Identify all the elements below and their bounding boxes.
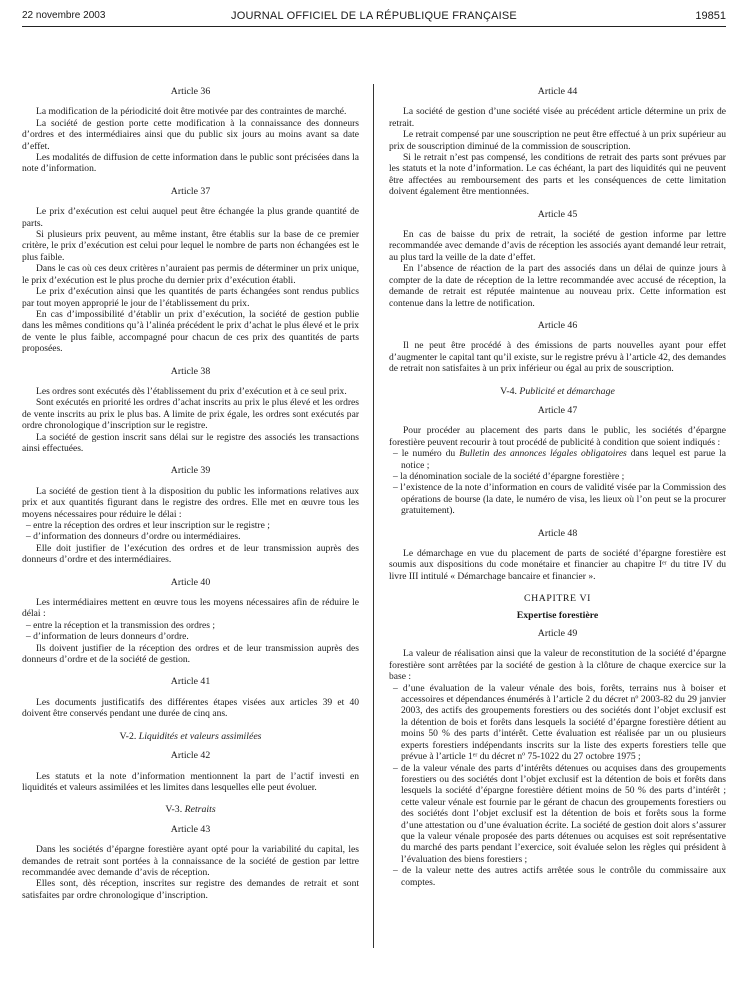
article-45-title: Article 45 xyxy=(537,208,578,220)
paragraph: Le prix d’exécution est celui auquel peut être échangée la plus grande quantité de parts. xyxy=(22,206,359,229)
paragraph: Si plusieurs prix peuvent, au même instant, être établis sur la base de ce premier critère, le prix d’exécution est celui pour lequel le nombre de parts non échangées est le plus faible. xyxy=(22,229,359,263)
paragraph: Le démarchage en vue du placement de parts de société d’épargne forestière est soumis aux dispositions du code monétaire et financier au chapitre Iᵉʳ du titre IV du livre III intitulé « Démarchage bancaire et financier ». xyxy=(389,548,726,582)
list-item: – le numéro du Bulletin des annonces légales obligatoires dans lequel est parue la notice ; xyxy=(393,448,726,471)
left-column xyxy=(22,86,359,901)
paragraph: En l’absence de réaction de la part des associés dans un délai de quinze jours à compter de la date de réception de la lettre recommandée avec accusé de réception, la demande de retrait est réputée maintenue au nouveau prix. Cette information est contenue dans la lettre de notification. xyxy=(389,263,726,309)
list-item: – la dénomination sociale de la société d’épargne forestière ; xyxy=(393,470,625,482)
paragraph: La valeur de réalisation ainsi que la valeur de reconstitution de la société d’épargne forestière sont arrêtées par la société de gestion à la clôture de chaque exercice sur la base : xyxy=(389,648,726,683)
article-49-title: Article 49 xyxy=(537,628,578,640)
article-48-title: Article 48 xyxy=(537,527,578,539)
section-v4-heading xyxy=(389,386,726,397)
chapter-title: Expertise forestière xyxy=(516,609,599,621)
journal-title: JOURNAL OFFICIEL DE LA RÉPUBLIQUE FRANÇAISE xyxy=(231,10,517,22)
paragraph: Elle doit justifier de l’exécution des ordres et de leur transmission auprès des donneurs d’ordre et des intermédiaires. xyxy=(22,542,359,566)
article-43-title: Article 43 xyxy=(170,823,211,835)
section-v2-heading xyxy=(22,731,359,742)
article-44-title: Article 44 xyxy=(537,86,578,97)
paragraph: La modification de la périodicité doit être motivée par des contraintes de marché. xyxy=(36,106,347,118)
page-header xyxy=(22,10,726,30)
section-number: V-4. xyxy=(500,385,517,397)
section-title: Retraits xyxy=(184,804,216,816)
paragraph: Dans le cas où ces deux critères n’auraient pas permis de déterminer un prix unique, le prix d’exécution est le plus proche du dernier prix d’exécution établi. xyxy=(22,263,359,286)
article-41-title: Article 41 xyxy=(170,676,211,688)
section-number: V-2. xyxy=(119,730,137,742)
paragraph: La société de gestion tient à la disposition du public les informations relatives aux prix et aux quantités figurant dans le registre des ordres. Elle met en œuvre tous les moyens nécessaires pour réduire le délai : xyxy=(22,485,359,520)
section-number: V-3. xyxy=(165,804,183,816)
paragraph: La société de gestion inscrit sans délai sur le registre des associés les transactions ainsi effectuées. xyxy=(22,431,359,454)
list-item: – d’une évaluation de la valeur vénale des bois, forêts, terrains nus à boiser et accessoires et dépendances énumérés à l’article 2 du décret nº 2003-82 du 29 janvier 2003, des actifs des groupements forestiers ou des sociétés dont l’objet exclusif est la détention de bois et forêts dans lesquels la société d’épargne forestière détient au moins 50 % des parts d’intérêt. Cette évaluation est réalisée par un ou plusieurs experts forestiers indépendants inscrits sur la liste des experts forestiers telle que prévue à l’article 1ᵉʳ du décret nº 75-1022 du 27 octobre 1975 ; xyxy=(393,682,726,763)
paragraph: Les modalités de diffusion de cette information dans le public sont précisées dans la note d’information. xyxy=(22,152,359,175)
list-item: – de la valeur vénale des parts d’intérêts détenues ou acquises dans des groupements forestiers ou des sociétés dont l’objet exclusif est la détention de bois et forêts dans lesquels la société d’épargne forestière détient moins de 50 % des parts d’intérêt ; cette valeur vénale est fournie par le gérant de chacun des groupements forestiers ou des sociétés dont l’objet exclusif est la détention de bois et forêts sous la forme d’une attestation ou d’une évaluation écrite. La société de gestion doit alors s’assurer que la valeur vénale proposée des parts détenues ou acquises est soit représentative du marché des parts pendant l’exercice, soit évaluée selon les règles qui président à l’évaluation des biens forestiers ; xyxy=(393,762,726,865)
paragraph: Les ordres sont exécutés dès l’établissement du prix d’exécution et à ce seul prix. xyxy=(36,385,347,397)
paragraph: Pour procéder au placement des parts dans le public, les sociétés d’épargne forestière peuvent recourir à tout procédé de publicité à condition que soient indiqués : xyxy=(389,425,726,448)
article-40-title: Article 40 xyxy=(170,576,211,588)
article-36-title: Article 36 xyxy=(170,86,211,97)
list xyxy=(389,683,726,888)
page-number: 19851 xyxy=(695,10,726,22)
paragraph: Les statuts et la note d’information mentionnent la part de l’actif investi en liquidités et valeurs assimilées et les limites dans lesquelles elle peut évoluer. xyxy=(22,770,359,793)
bulletin-title: Bulletin des annonces légales obligatoires xyxy=(459,448,627,460)
list-item: – entre la réception des ordres et leur inscription sur le registre ; xyxy=(26,520,270,531)
article-39-title: Article 39 xyxy=(170,465,211,477)
section-title: Liquidités et valeurs assimilées xyxy=(138,730,262,742)
paragraph: Les intermédiaires mettent en œuvre tous les moyens nécessaires afin de réduire le délai : xyxy=(22,597,359,620)
column-divider xyxy=(373,84,374,948)
paragraph: Ils doivent justifier de la réception des ordres et de leur transmission auprès des donneurs d’ordre et de la société de gestion. xyxy=(22,642,359,666)
paragraph: Il ne peut être procédé à des émissions de parts nouvelles ayant pour effet d’augmenter le capital tant qu’il existe, sur le registre prévu à l’article 42, des demandes de retrait non satisfaites à un prix inférieur ou égal au prix de souscription. xyxy=(389,340,726,375)
section-title: Publicité et démarchage xyxy=(519,385,615,397)
paragraph: Elles sont, dès réception, inscrites sur registre des demandes de retrait et sont satisfaites par ordre chronologique d’inscription. xyxy=(22,878,359,901)
paragraph: Le retrait compensé par une souscription ne peut être effectué à un prix supérieur au prix de souscription diminué de la commission de souscription. xyxy=(389,129,726,152)
paragraph: Sont exécutés en priorité les ordres d’achat inscrits au prix le plus élevé et les ordres de vente inscrits au prix le plus bas. A limite de prix égale, les ordres sont exécutés par ordre chronologique d’inscription sur le registre. xyxy=(22,397,359,432)
paragraph: En cas de baisse du prix de retrait, la société de gestion informe par lettre recommandée avec demande d’avis de réception les associés ayant demandé leur retrait, au plus tard la veille de la date d’effet. xyxy=(389,229,726,263)
list-item: – d’information des donneurs d’ordre ou intermédiaires. xyxy=(26,531,241,543)
list xyxy=(22,620,359,643)
paragraph: La société de gestion porte cette modification à la connaissance des donneurs d’ordres et des intermédiaires ainsi que du public six jours au moins avant sa date d’effet. xyxy=(22,117,359,152)
list-item: – d’information de leurs donneurs d’ordre. xyxy=(26,631,189,643)
list-item: – entre la réception et la transmission des ordres ; xyxy=(26,619,216,631)
paragraph: Le prix d’exécution ainsi que les quantités de parts échangées sont rendus publics par tout moyen approprié le jour de l’établissement du prix. xyxy=(22,286,359,309)
paragraph: Dans les sociétés d’épargne forestière ayant opté pour la variabilité du capital, les demandes de retrait sont portées à la connaissance de la société de gestion par lettre recommandée avec demande d’avis de réception. xyxy=(22,844,359,878)
article-46-title: Article 46 xyxy=(537,319,578,331)
header-date: 22 novembre 2003 xyxy=(22,10,106,21)
right-column xyxy=(389,86,726,888)
article-38-title: Article 38 xyxy=(170,365,211,377)
paragraph: Si le retrait n’est pas compensé, les conditions de retrait des parts sont prévues par les statuts et la note d’information. Le cas échéant, la part des liquidités qui ne peuvent être affectées au remboursement des parts et les conséquences de cette limitation doivent également être mentionnées. xyxy=(389,152,726,198)
chapter-label: CHAPITRE VI xyxy=(523,593,592,605)
section-v3-heading xyxy=(22,804,359,815)
list xyxy=(22,520,359,543)
paragraph: Les documents justificatifs des différentes étapes visées aux articles 39 et 40 doivent être conservés pendant une durée de cinq ans. xyxy=(22,696,359,720)
list xyxy=(389,448,726,516)
article-37-title: Article 37 xyxy=(170,185,211,197)
list-item: – de la valeur nette des autres actifs arrêtée sous le contrôle du commissaire aux comptes. xyxy=(393,865,726,888)
paragraph: En cas d’impossibilité d’établir un prix d’exécution, la société de gestion publie dans les mêmes conditions qu’à l’alinéa précédent le prix d’achat le plus élevé et le prix de vente le plus faible, accompagné pour chacun de ces prix des quantités de parts proposées. xyxy=(22,308,359,355)
header-rule xyxy=(22,26,726,27)
article-42-title: Article 42 xyxy=(170,750,211,762)
paragraph: La société de gestion d’une société visée au précédent article détermine un prix de retrait. xyxy=(389,106,726,129)
list-item: – l’existence de la note d’information en cours de validité visée par la Commission des opérations de bourse (la date, le numéro de visa, les lieux où l’on peut se la procurer gratuitement). xyxy=(393,482,726,517)
article-47-title: Article 47 xyxy=(537,404,578,416)
